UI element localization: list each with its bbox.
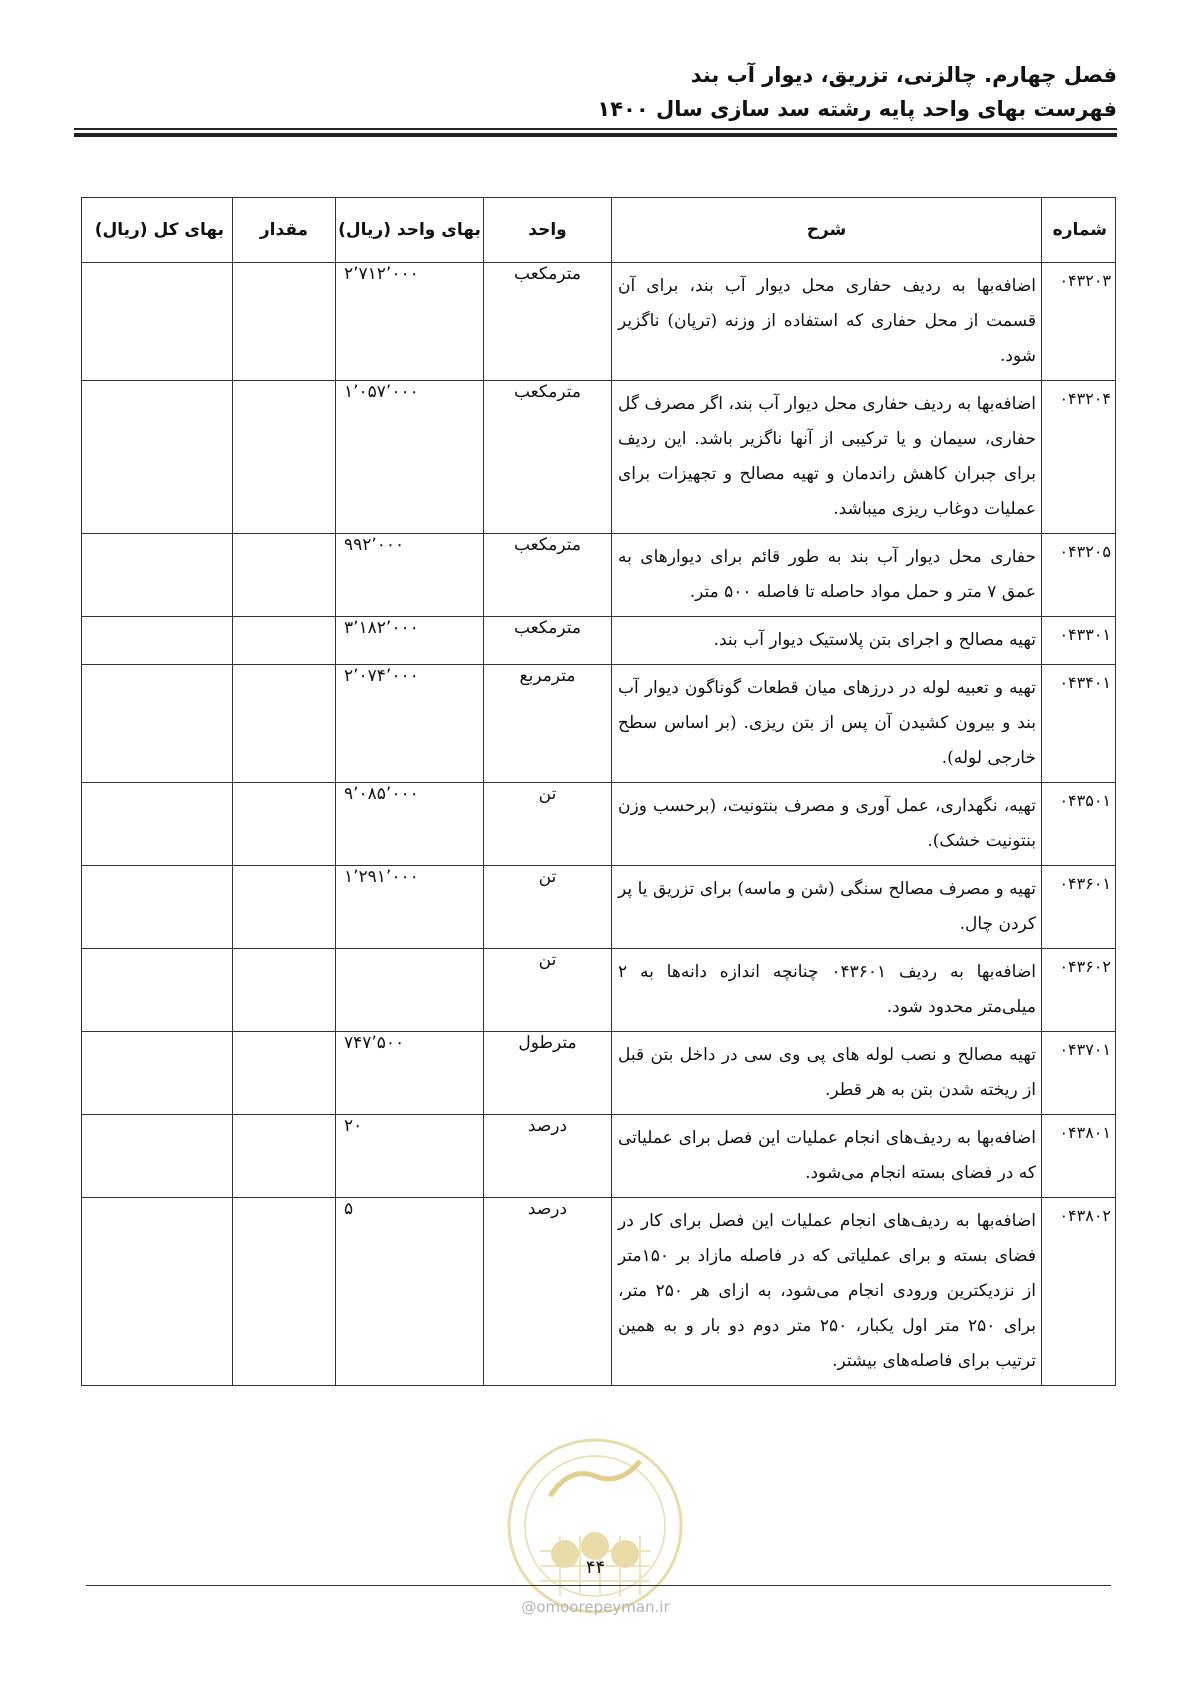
row-quantity — [233, 949, 336, 1032]
row-quantity — [233, 534, 336, 617]
row-unit: درصد — [484, 1115, 612, 1198]
table-row — [82, 783, 1116, 866]
page-header — [74, 58, 1117, 126]
row-number: ۰۴۳۲۰۵ — [1042, 534, 1116, 617]
row-unit-price: ۳٬۱۸۲٬۰۰۰ — [336, 617, 484, 665]
row-unit-price: ۵ — [336, 1198, 484, 1386]
row-unit-price: ۹٬۰۸۵٬۰۰۰ — [336, 783, 484, 866]
row-total-price — [82, 949, 233, 1032]
row-number: ۰۴۳۸۰۲ — [1042, 1198, 1116, 1386]
row-number: ۰۴۳۵۰۱ — [1042, 783, 1116, 866]
row-unit: مترمربع — [484, 665, 612, 783]
row-quantity — [233, 783, 336, 866]
table-header-row — [82, 198, 1116, 263]
row-unit: تن — [484, 866, 612, 949]
row-total-price — [82, 534, 233, 617]
chapter-title: فصل چهارم. چالزنی، تزریق، دیوار آب بند — [690, 63, 1117, 87]
row-unit: مترمکعب — [484, 534, 612, 617]
watermark-logo-icon — [505, 1436, 685, 1616]
row-description: تهیه و تعبیه لوله در درزهای میان قطعات گوناگون دیوار آب بند و بیرون کشیدن آن پس از بتن ریزی. (بر اساس سطح خارجی لوله). — [612, 665, 1042, 783]
row-total-price — [82, 263, 233, 381]
table-row — [82, 617, 1116, 665]
table-row — [82, 381, 1116, 534]
row-number: ۰۴۳۳۰۱ — [1042, 617, 1116, 665]
row-description: اضافه‌بها به ردیف‌های انجام عملیات این فصل برای کار در فضای بسته و برای عملیاتی که در فاصله مازاد بر ۱۵۰متر از نزدیکترین ورودی انجام می‌شود، به ازای هر ۲۵۰ متر، برای ۲۵۰ متر اول یکبار، ۲۵۰ متر دوم دو بار و به همین ترتیب برای فاصله‌های بیشتر. — [612, 1198, 1042, 1386]
row-number: ۰۴۳۴۰۱ — [1042, 665, 1116, 783]
row-unit: مترمکعب — [484, 617, 612, 665]
column-header-description: شرح — [612, 198, 1042, 263]
table-row — [82, 949, 1116, 1032]
row-total-price — [82, 1115, 233, 1198]
row-total-price — [82, 665, 233, 783]
row-unit-price: ۹۹۲٬۰۰۰ — [336, 534, 484, 617]
row-unit-price: ۲٬۰۷۴٬۰۰۰ — [336, 665, 484, 783]
page-number: ۴۴ — [585, 1557, 606, 1578]
row-total-price — [82, 381, 233, 534]
row-quantity — [233, 1198, 336, 1386]
row-unit: تن — [484, 783, 612, 866]
row-number: ۰۴۳۲۰۳ — [1042, 263, 1116, 381]
row-unit-price: ۱٬۲۹۱٬۰۰۰ — [336, 866, 484, 949]
row-number: ۰۴۳۸۰۱ — [1042, 1115, 1116, 1198]
row-quantity — [233, 263, 336, 381]
row-quantity — [233, 866, 336, 949]
row-unit-price: ۷۴۷٬۵۰۰ — [336, 1032, 484, 1115]
column-header-quantity: مقدار — [233, 198, 336, 263]
row-total-price — [82, 617, 233, 665]
row-description: تهیه و مصرف مصالح سنگی (شن و ماسه) برای تزریق یا پر کردن چال. — [612, 866, 1042, 949]
footer-divider — [86, 1585, 1111, 1586]
row-quantity — [233, 1115, 336, 1198]
row-unit-price: ۲۰ — [336, 1115, 484, 1198]
table-row — [82, 1198, 1116, 1386]
column-header-unit-price: بهای واحد (ریال) — [336, 198, 484, 263]
table-row — [82, 263, 1116, 381]
row-unit-price: ۱٬۰۵۷٬۰۰۰ — [336, 381, 484, 534]
site-credit: @omoorepeyman.ir — [521, 1598, 670, 1616]
row-description: اضافه‌بها به ردیف ۰۴۳۶۰۱ چنانچه اندازه دانه‌ها به ۲ میلی‌متر محدود شود. — [612, 949, 1042, 1032]
row-quantity — [233, 665, 336, 783]
row-quantity — [233, 381, 336, 534]
table-row — [82, 1032, 1116, 1115]
table-body — [82, 263, 1116, 1386]
row-number: ۰۴۳۶۰۲ — [1042, 949, 1116, 1032]
row-description: اضافه‌بها به ردیف حفاری محل دیوار آب بند، اگر مصرف گل حفاری، سیمان و یا ترکیبی از آنها ناگزیر باشد. این ردیف برای جبران کاهش راندمان و تهیه مصالح و تجهیزات برای عملیات دوغاب ریزی میباشد. — [612, 381, 1042, 534]
table-row — [82, 665, 1116, 783]
row-total-price — [82, 783, 233, 866]
row-unit: مترمکعب — [484, 263, 612, 381]
row-number: ۰۴۳۲۰۴ — [1042, 381, 1116, 534]
row-unit: مترطول — [484, 1032, 612, 1115]
table-row — [82, 1115, 1116, 1198]
row-description: تهیه مصالح و اجرای بتن پلاستیک دیوار آب بند. — [612, 617, 1042, 665]
row-quantity — [233, 1032, 336, 1115]
row-unit: درصد — [484, 1198, 612, 1386]
row-unit-price — [336, 949, 484, 1032]
row-description: اضافه‌بها به ردیف‌های انجام عملیات این فصل برای عملیاتی که در فضای بسته انجام می‌شود. — [612, 1115, 1042, 1198]
row-number: ۰۴۳۶۰۱ — [1042, 866, 1116, 949]
column-header-total-price: بهای کل (ریال) — [82, 198, 233, 263]
header-divider-thick — [74, 133, 1117, 137]
row-unit: مترمکعب — [484, 381, 612, 534]
row-unit-price: ۲٬۷۱۲٬۰۰۰ — [336, 263, 484, 381]
row-description: تهیه، نگهداری، عمل آوری و مصرف بنتونیت، (برحسب وزن بنتونیت خشک). — [612, 783, 1042, 866]
row-description: اضافه‌بها به ردیف حفاری محل دیوار آب بند، برای آن قسمت از محل حفاری که استفاده از وزنه (ترپان) ناگزیر شود. — [612, 263, 1042, 381]
table-row — [82, 866, 1116, 949]
row-unit: تن — [484, 949, 612, 1032]
row-number: ۰۴۳۷۰۱ — [1042, 1032, 1116, 1115]
row-quantity — [233, 617, 336, 665]
price-table — [81, 197, 1116, 1386]
column-header-number: شماره — [1042, 198, 1116, 263]
row-description: حفاری محل دیوار آب بند به طور قائم برای دیوارهای به عمق ۷ متر و حمل مواد حاصله تا فاصله ۵۰۰ متر. — [612, 534, 1042, 617]
header-divider — [74, 128, 1117, 130]
table-row — [82, 534, 1116, 617]
row-description: تهیه مصالح و نصب لوله های پی وی سی در داخل بتن قبل از ریخته شدن بتن به هر قطر. — [612, 1032, 1042, 1115]
price-list-title: فهرست بهای واحد پایه رشته سد سازی سال ۱۴۰۰ — [597, 97, 1117, 121]
row-total-price — [82, 1198, 233, 1386]
row-total-price — [82, 866, 233, 949]
column-header-unit: واحد — [484, 198, 612, 263]
row-total-price — [82, 1032, 233, 1115]
